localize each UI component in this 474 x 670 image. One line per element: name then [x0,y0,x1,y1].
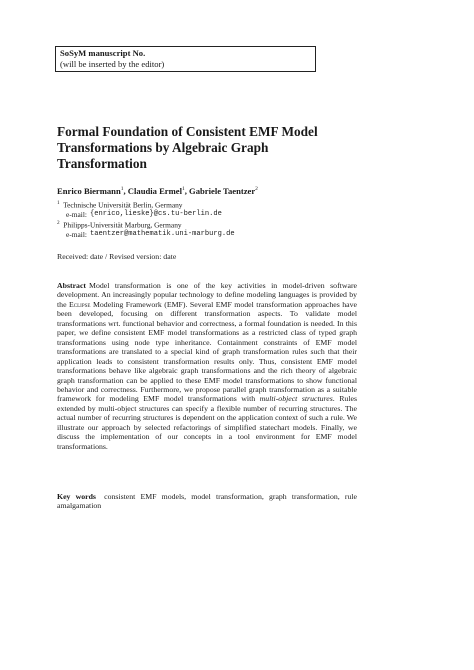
paper-title: Formal Foundation of Consistent EMF Model Transformations by Algebraic Graph Transformation [57,124,318,171]
manuscript-info-box [55,46,316,72]
author-separator: , [184,186,190,196]
email-label: e-mail: [66,209,87,219]
author-affiliation-mark: 1 [182,186,185,193]
affiliation-institution: Philipps-Universität Marburg, Germany [63,220,182,230]
affiliation-2 [57,219,357,239]
keywords-label: Key words [57,492,96,501]
abstract-text-2: Modeling Framework (EMF). Several EMF model transformation approaches have been developed, focusing on different transformation aspects. To validate model transformations wrt. functional behavior and correctness, a formal foundation is needed. In this paper, we define consistent EMF model transformations as a restricted class of typed graph transformations using node type inheritance. Containment constraints of EMF model transformations are translated to a special kind of graph transformation rules such that their application leads to consistent transformation results only. Thus, consistent EMF model transformations behave like algebraic graph transformations and the rich theory of algebraic graph transformation can be applied to these EMF model transformations to show functional behavior and correctness. Furthermore, we propose parallel graph transformation as a suitable framework for modeling EMF model transformations with [57,299,357,404]
keywords-text: consistent EMF models, model transformation, graph transformation, rule amalgamation [57,492,358,511]
abstract-paragraph [57,281,357,451]
abstract-text-3: . Rules extended by multi-object structures can specify a flexible number of recurring structures. The actual number of recurring structures is dependent on the application context of such a rule. We illustrate our approach by selected refactorings of simplified statechart models. Finally, we discuss the implementation of our concepts in a tool environment for EMF model transformations. [57,394,357,451]
author-name: Claudia Ermel [127,186,182,196]
manuscript-editor-note: (will be inserted by the editor) [60,59,165,69]
abstract-emphasis: multi-object structures [259,394,333,404]
abstract-text-1: Model transformation is one of the key activities in model-driven software development. An increasingly popular technology to define modeling languages is provided by the [57,281,357,309]
abstract-label: Abstract [57,281,87,290]
author-list [57,186,357,196]
author-separator: , [123,186,128,196]
author-name: Gabriele Taentzer [189,186,256,196]
email-address: {enrico,lieske}@cs.tu-berlin.de [89,209,222,218]
author-name: Enrico Biermann [57,186,121,196]
keywords-paragraph [57,492,357,511]
abstract-eclipse: Eclipse [69,299,91,309]
affiliation-mark: 2 [57,220,60,226]
author-affiliation-mark: 2 [255,186,258,193]
affiliation-institution: Technische Universität Berlin, Germany [63,200,183,210]
email-label: e-mail: [66,229,87,239]
email-address: taentzer@mathematik.uni-marburg.de [89,229,235,238]
received-date-line: Received: date / Revised version: date [57,252,177,261]
author-affiliation-mark: 1 [120,186,124,193]
manuscript-number-label: SoSyM manuscript No. [60,48,146,58]
affiliation-1 [57,199,357,219]
affiliation-mark: 1 [57,200,60,206]
